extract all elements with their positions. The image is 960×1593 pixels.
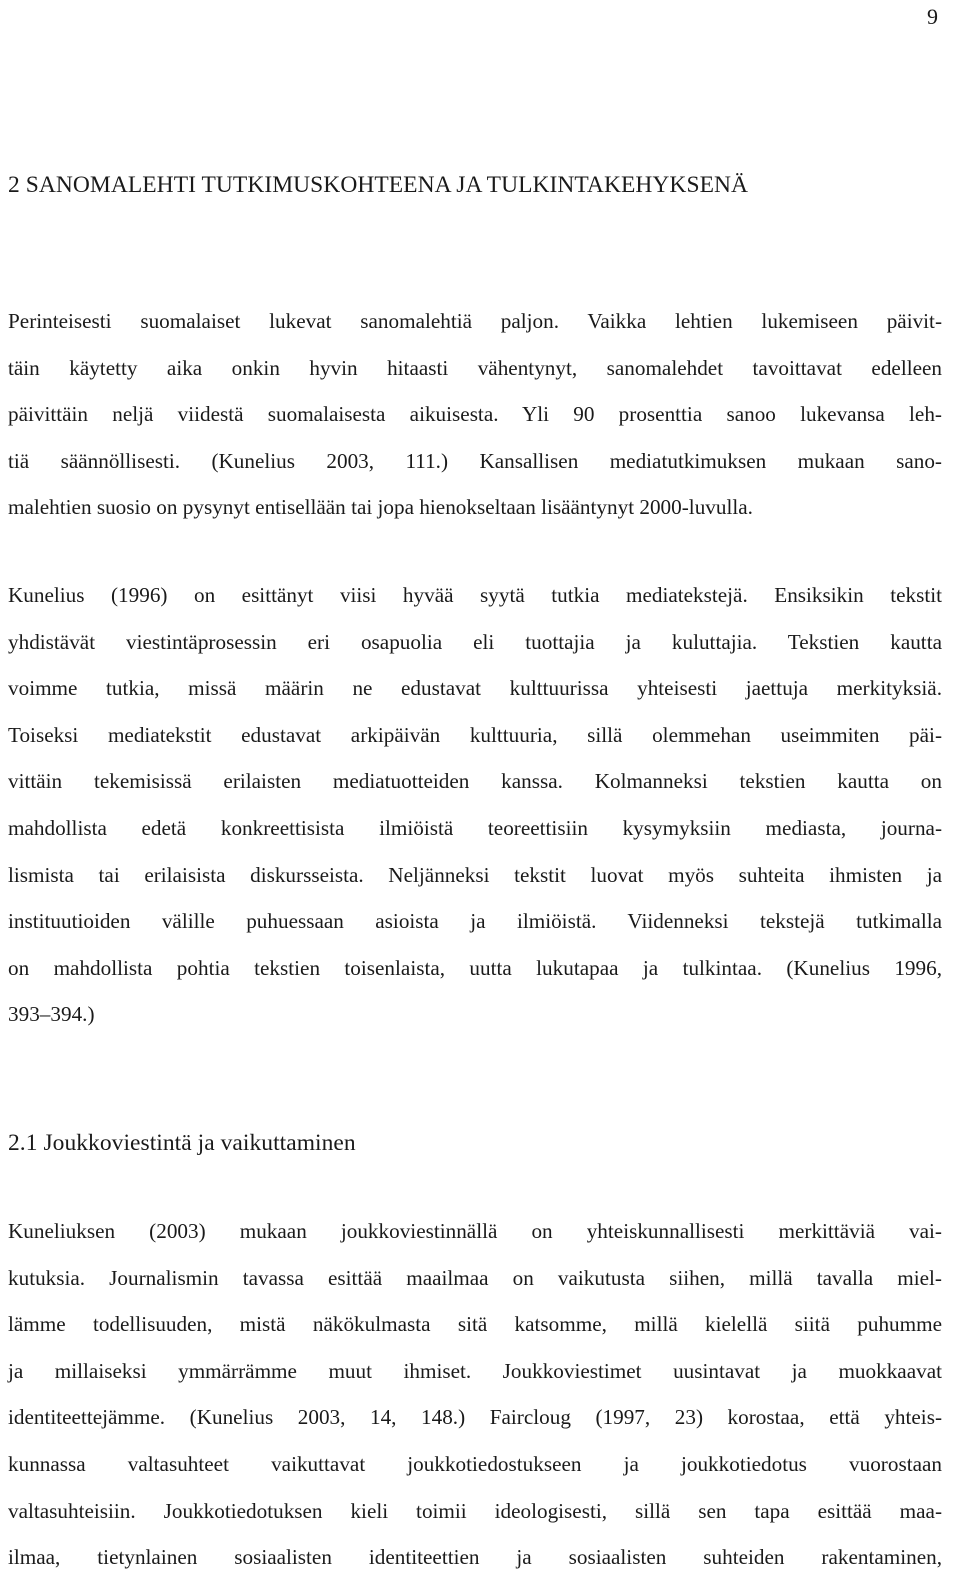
- paragraph-line: on mahdollista pohtia tekstien toisenlaista, uutta lukutapaa ja tulkintaa. (Kunelius 1996,: [8, 955, 942, 980]
- paragraph-line: yhdistävät viestintäprosessin eri osapuolia eli tuottajia ja kuluttajia. Tekstien kautta: [8, 629, 942, 654]
- paragraph-1: [8, 298, 942, 531]
- paragraph-line: päivittäin neljä viidestä suomalaisesta aikuisesta. Yli 90 prosenttia sanoo lukevansa leh-: [8, 402, 942, 427]
- paragraph-line: lämme todellisuuden, mistä näkökulmasta sitä katsomme, millä kielellä siitä puhumme: [8, 1312, 942, 1337]
- paragraph-line: lismista tai erilaisista diskursseista. Neljänneksi tekstit luovat myös suhteita ihmisten ja: [8, 862, 942, 887]
- page-number: 9: [927, 4, 938, 29]
- subsection-heading: 2.1 Joukkoviestintä ja vaikuttaminen: [8, 1130, 356, 1156]
- section-heading: 2 SANOMALEHTI TUTKIMUSKOHTEENA JA TULKINTAKEHYKSENÄ: [8, 172, 749, 198]
- paragraph-line: 393–394.): [8, 1002, 95, 1027]
- paragraph-line: voimme tutkia, missä määrin ne edustavat kulttuurissa yhteisesti jaettuja merkityksiä.: [8, 676, 942, 701]
- paragraph-line: Kuneliuksen (2003) mukaan joukkoviestinnällä on yhteiskunnallisesti merkittäviä vai-: [8, 1219, 942, 1243]
- paragraph-line: täin käytetty aika onkin hyvin hitaasti vähentynyt, sanomalehdet tavoittavat edelleen: [8, 355, 942, 380]
- paragraph-line: Toiseksi mediatekstit edustavat arkipäivän kulttuuria, sillä olemmehan useimmiten päi-: [8, 722, 942, 747]
- paragraph-line: kutuksia. Journalismin tavassa esittää maailmaa on vaikutusta siihen, millä tavalla miel-: [8, 1265, 942, 1290]
- paragraph-line: Perinteisesti suomalaiset lukevat sanomalehtiä paljon. Vaikka lehtien lukemiseen päivit-: [8, 309, 942, 333]
- paragraph-line: ja millaiseksi ymmärrämme muut ihmiset. Joukkoviestimet uusintavat ja muokkaavat: [8, 1358, 942, 1383]
- paragraph-line: malehtien suosio on pysynyt entisellään tai jopa hienokseltaan lisääntynyt 2000-luvulla.: [8, 495, 753, 520]
- paragraph-line: tiä säännöllisesti. (Kunelius 2003, 111.) Kansallisen mediatutkimuksen mukaan sano-: [8, 448, 942, 473]
- paragraph-line: vittäin tekemisissä erilaisten mediatuotteiden kanssa. Kolmanneksi tekstien kautta on: [8, 769, 942, 794]
- paragraph-2: [8, 572, 942, 1038]
- paragraph-line: Kunelius (1996) on esittänyt viisi hyvää syytä tutkia mediatekstejä. Ensiksikin tekstit: [8, 583, 942, 607]
- paragraph-line: valtasuhteisiin. Joukkotiedotuksen kieli toimii ideologisesti, sillä sen tapa esittää maa-: [8, 1498, 942, 1523]
- paragraph-line: kunnassa valtasuhteet vaikuttavat joukkotiedostukseen ja joukkotiedotus vuorostaan: [8, 1451, 942, 1476]
- paragraph-line: identiteettejämme. (Kunelius 2003, 14, 148.) Faircloug (1997, 23) korostaa, että yhteis-: [8, 1405, 942, 1430]
- paragraph-line: instituutioiden välille puhuessaan asioista ja ilmiöistä. Viidenneksi tekstejä tutkimalla: [8, 909, 942, 934]
- paragraph-3: [8, 1208, 942, 1581]
- paragraph-line: ilmaa, tietynlainen sosiaalisten identiteettien ja sosiaalisten suhteiden rakentaminen,: [8, 1545, 942, 1570]
- paragraph-line: mahdollista edetä konkreettisista ilmiöistä teoreettisiin kysymyksiin mediasta, journa-: [8, 815, 942, 840]
